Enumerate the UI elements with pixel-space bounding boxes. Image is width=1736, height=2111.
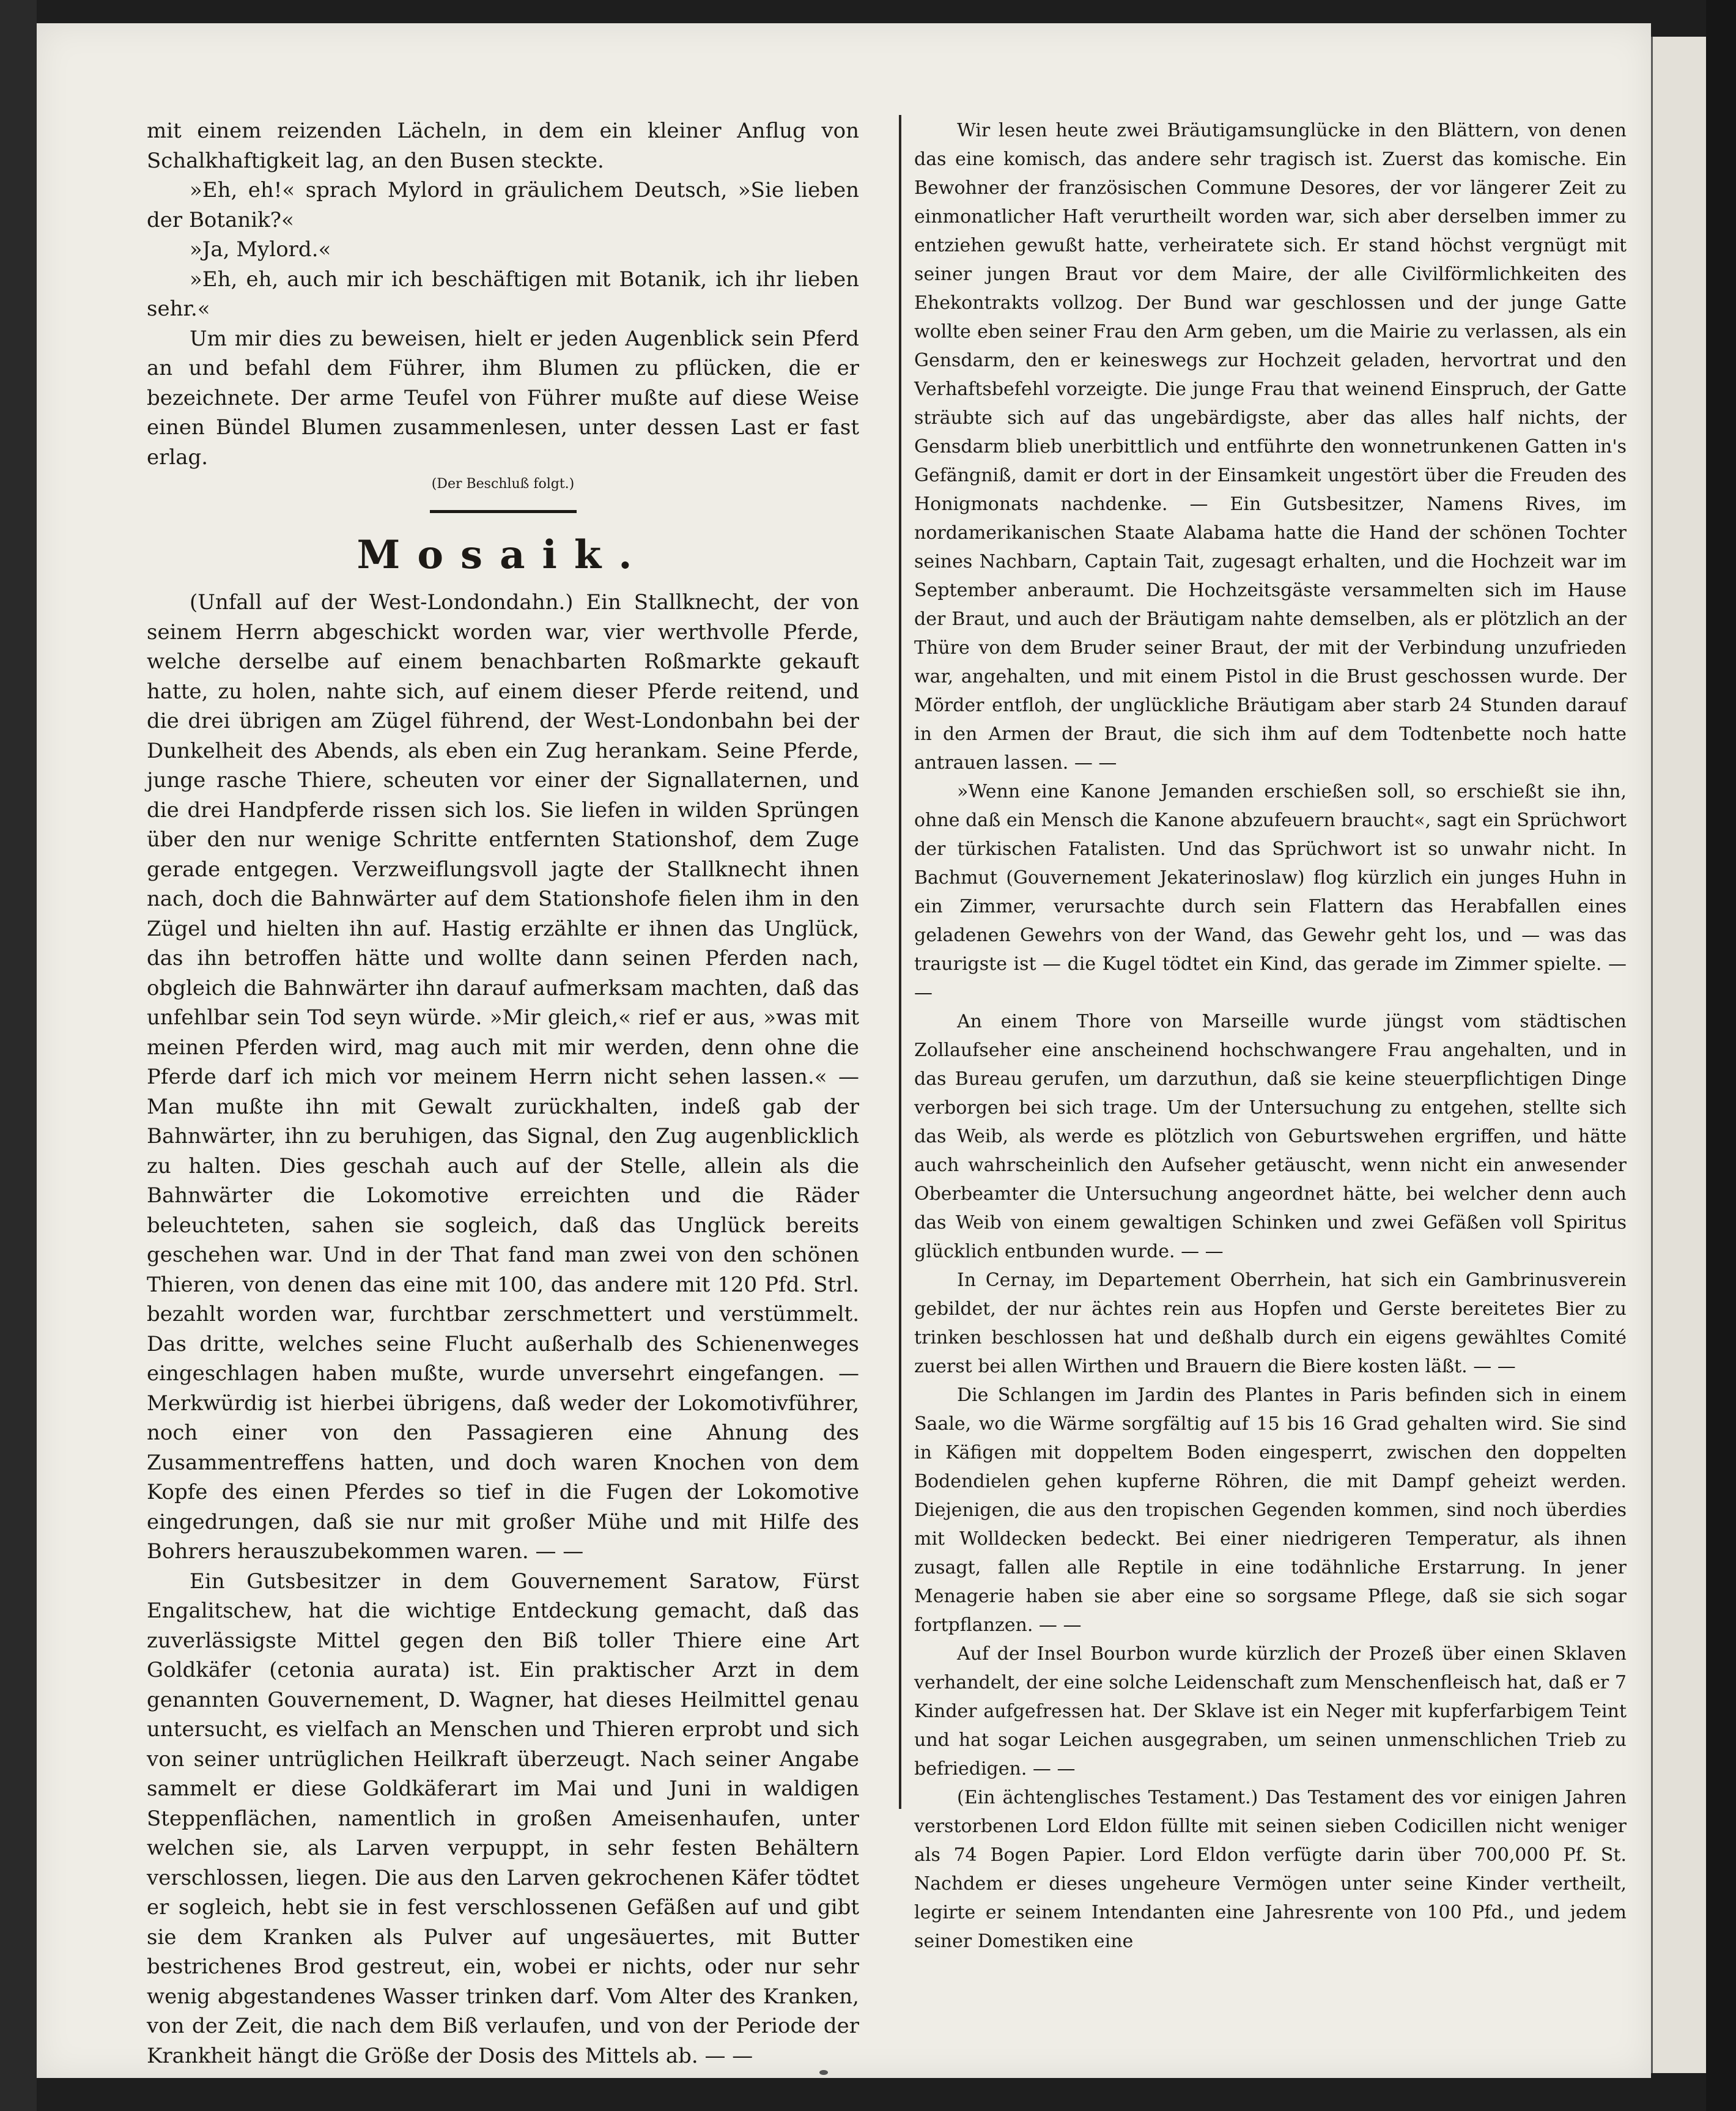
story-paragraph: »Eh, eh, auch mir ich beschäftigen mit Botanik, ich ihr lieben sehr.« bbox=[147, 267, 859, 321]
scan-border-left bbox=[0, 0, 37, 2111]
column-divider bbox=[899, 115, 901, 1809]
news-paragraph: Auf der Insel Bourbon wurde kürzlich der Prozeß über einen Sklaven verhandelt, der eine solche Leidenschaft zum Menschenfleisch hat, daß er 7 Kinder aufgefressen hat. Der Sklave ist ein Neger mit kupferfarbigem Teint und hat sogar Leichen ausgegraben, um seinen unmenschlichen Trieb zu befriedigen. — — bbox=[914, 1643, 1627, 1780]
right-column bbox=[914, 116, 1627, 1956]
page-edge-right bbox=[1651, 37, 1708, 2073]
mosaik-paragraph: (Unfall auf der West-Londondahn.) Ein Stallknecht, der von seinem Herrn abgeschickt worden war, vier werthvolle Pferde, welche derselbe auf einem benachbarten Roßmarkte gekauft hatte, zu holen, nahte sich, auf einem dieser Pferde reitend, und die drei übrigen am Zügel führend, der West-Londonbahn bei der Dunkelheit des Abends, als eben ein Zug herankam. Seine Pferde, junge rasche Thiere, scheuten vor einer der Signallaternen, und die drei Handpferde rissen sich los. Sie liefen in wilden Sprüngen über den nur wenige Schritte entfernten Stationshof, dem Zuge gerade entgegen. Verzweiflungsvoll jagte der Stallknecht ihnen nach, doch die Bahnwärter auf dem Stationshofe fielen ihm in den Zügel und hielten ihn auf. Hastig erzählte er ihnen das Unglück, das ihn betroffen hätte und wollte dann seinen Pferden nach, obgleich die Bahnwärter ihn darauf aufmerksam machten, daß das unfehlbar sein Tod seyn würde. »Mir gleich,« rief er aus, »was mit meinen Pferden wird, mag auch mit mir werden, denn ohne die Pferde darf ich mich vor meinem Herrn nicht sehen lassen.« — Man mußte ihn mit Gewalt zurückhalten, indeß gab der Bahnwärter, ihn zu beruhigen, das Signal, den Zug augenblicklich zu halten. Dies geschah auch auf der Stelle, allein als die Bahnwärter die Lokomotive erreichten und die Räder beleuchteten, sahen sie sogleich, daß das Unglück bereits geschehen war. Und in der That fand man zwei von den schönen Thieren, von denen das eine mit 100, das andere mit 120 Pfd. Strl. bezahlt worden war, furchtbar zerschmettert und verstümmelt. Das dritte, welches seine Flucht außerhalb des Schienenweges eingeschlagen haben mußte, wurde unversehrt eingefangen. — Merkwürdig ist hierbei übrigens, daß weder der Lokomotivführer, noch einer von den Passagieren eine Ahnung des Zusammentreffens hatten, und doch waren Knochen von dem Kopfe des einen Pferdes so tief in die Fugen der Lokomotive eingedrungen, daß sie nur mit großer Mühe und mit Hilfe des Bohrers herauszubekommen waren. — — bbox=[147, 590, 859, 1564]
continued-note: (Der Beschluß folgt.) bbox=[431, 476, 575, 492]
story-paragraph: mit einem reizenden Lächeln, in dem ein kleiner Anflug von Schalkhaftigkeit lag, an den Busen steckte. bbox=[147, 119, 859, 173]
news-paragraph: Die Schlangen im Jardin des Plantes in Paris befinden sich in einem Saale, wo die Wärme sorgfältig auf 15 bis 16 Grad gehalten wird. Sie sind in Käfigen mit doppeltem Boden eingesperrt, zwischen den doppelten Bodendielen gehen kupferne Röhren, die mit Dampf geheizt werden. Diejenigen, die aus den tropischen Gegenden kommen, sind noch überdies mit Wolldecken bedeckt. Bei einer niedrigeren Temperatur, als ihnen zusagt, fallen alle Reptile in eine todähnliche Erstarrung. In jener Menagerie haben sie aber eine so sorgsame Pflege, daß sie sich sogar fortpflanzen. — — bbox=[914, 1385, 1627, 1636]
mosaik-paragraph: Ein Gutsbesitzer in dem Gouvernement Saratow, Fürst Engalitschew, hat die wichtige Entdeckung gemacht, daß das zuverlässigste Mittel gegen den Biß toller Thiere eine Art Goldkäfer (cetonia aurata) ist. Ein praktischer Arzt in dem genannten Gouvernement, D. Wagner, hat dieses Heilmittel genau untersucht, es vielfach an Menschen und Thieren erprobt und sich von seiner untrüglichen Heilkraft überzeugt. Nach seiner Angabe sammelt er diese Goldkäferart im Mai und Juni in waldigen Steppenflächen, namentlich in großen Ameisenhaufen, unter welchen sie, als Larven verpuppt, in sehr festen Behältern verschlossen, liegen. Die aus den Larven gekrochenen Käfer tödtet er sogleich, hebt sie in fest verschlossenen Gefäßen auf und gibt sie dem Kranken als Pulver auf ungesäuertes, mit Butter bestrichenes Brod gestreut, ein, wobei er nichts, oder nur sehr wenig abgestandenes Wasser trinken darf. Vom Alter des Kranken, von der Zeit, die nach dem Biß verlaufen, und von der Periode der Krankheit hängt die Größe der Dosis des Mittels ab. — — bbox=[147, 1569, 859, 2068]
scan-border-right bbox=[1706, 0, 1736, 2111]
story-paragraph: »Eh, eh!« sprach Mylord in gräulichem Deutsch, »Sie lieben der Botanik?« bbox=[147, 178, 859, 232]
news-paragraph: In Cernay, im Departement Oberrhein, hat sich ein Gambrinusverein gebildet, der nur ächtes rein aus Hopfen und Gerste bereitetes Bier zu trinken beschlossen hat und deßhalb durch ein eigens gewähltes Comité zuerst bei allen Wirthen und Brauern die Biere kosten läßt. — — bbox=[914, 1270, 1627, 1377]
page-mark bbox=[819, 2070, 828, 2075]
news-paragraph: Wir lesen heute zwei Bräutigamsunglücke in den Blättern, von denen das eine komisch, das andere sehr tragisch ist. Zuerst das komische. Ein Bewohner der französischen Commune Desores, der vor längerer Zeit zu einmonatlicher Haft verurtheilt worden war, sich aber derselben immer zu entziehen gewußt hatte, verheiratete sich. Er stand höchst vergnügt mit seiner jungen Braut vor dem Maire, der alle Civilförmlichkeiten des Ehekontrakts vollzog. Der Bund war geschlossen und der junge Gatte wollte eben seiner Frau den Arm geben, um die Mairie zu verlassen, als ein Gensdarm, den er keineswegs zur Hochzeit geladen, hervortrat und den Verhaftsbefehl vorzeigte. Die junge Frau that weinend Einspruch, der Gatte sträubte sich auf das ungebärdigste, aber das alles half nichts, der Gensdarm blieb unerbittlich und entführte den wonnetrunkenen Gatten in's Gefängniß, damit er dort in der Einsamkeit ungestört über die Freuden des Honigmonats nachdenke. — Ein Gutsbesitzer, Namens Rives, im nordamerikanischen Staate Alabama hatte die Hand der schönen Tochter seines Nachbarn, Captain Tait, zugesagt erhalten, und die Hochzeit war im September anberaumt. Die Hochzeitsgäste versammelten sich im Hause der Braut, und auch der Bräutigam nahte demselben, als er plötzlich an der Thüre von dem Bruder seiner Braut, der mit der Verbindung unzufrieden war, angehalten, und mit einem Pistol in die Brust geschossen wurde. Der Mörder entfloh, der unglückliche Bräutigam aber starb 24 Stunden darauf in den Armen der Braut, die sich ihm auf dem Todtenbette noch hatte antrauen lassen. — — bbox=[914, 120, 1627, 774]
news-paragraph: (Ein ächtenglisches Testament.) Das Testament des vor einigen Jahren verstorbenen Lord Eldon füllte mit seinen sieben Codicillen nicht weniger als 74 Bogen Papier. Lord Eldon verfügte darin über 700,000 Pf. St. Nachdem er dieses ungeheure Vermögen unter seine Kinder vertheilt, legirte er seinem Intendanten eine Jahresrente von 100 Pfd., und jedem seiner Domestiken eine bbox=[914, 1787, 1627, 1952]
news-paragraph: »Wenn eine Kanone Jemanden erschießen soll, so erschießt sie ihn, ohne daß ein Mensch die Kanone abzufeuern braucht«, sagt ein Sprüchwort der türkischen Fatalisten. Und das Sprüchwort ist so unwahr nicht. In Bachmut (Gouvernement Jekaterinoslaw) flog kürzlich ein junges Huhn in ein Zimmer, verursachte durch sein Flattern das Herabfallen eines geladenen Gewehrs von der Wand, das Gewehr geht los, und — was das traurigste ist — die Kugel tödtet ein Kind, das gerade im Zimmer spielte. — — bbox=[914, 781, 1627, 1004]
story-paragraph: »Ja, Mylord.« bbox=[190, 237, 331, 262]
left-column bbox=[147, 116, 859, 2071]
section-divider bbox=[430, 510, 577, 513]
section-title: Mosaik. bbox=[356, 532, 649, 578]
news-paragraph: An einem Thore von Marseille wurde jüngst vom städtischen Zollaufseher eine anscheinend hochschwangere Frau angehalten, und in das Bureau gerufen, um darzuthun, daß sie keine steuerpflichtigen Dinge verborgen bei sich trage. Um der Untersuchung zu entgehen, stellte sich das Weib, als werde es plötzlich von Geburtswehen ergriffen, und hätte auch wahrscheinlich den Aufseher getäuscht, wenn nicht ein anwesender Oberbeamter die Untersuchung angeordnet hätte, bei welcher denn auch das Weib von einem gewaltigen Schinken und zwei Gefäßen voll Spiritus glücklich entbunden wurde. — — bbox=[914, 1011, 1627, 1262]
story-paragraph: Um mir dies zu beweisen, hielt er jeden Augenblick sein Pferd an und befahl dem Führer, ihm Blumen zu pflücken, die er bezeichnete. Der arme Teufel von Führer mußte auf diese Weise einen Bündel Blumen zusammenlesen, unter dessen Last er fast erlag. bbox=[147, 326, 859, 470]
